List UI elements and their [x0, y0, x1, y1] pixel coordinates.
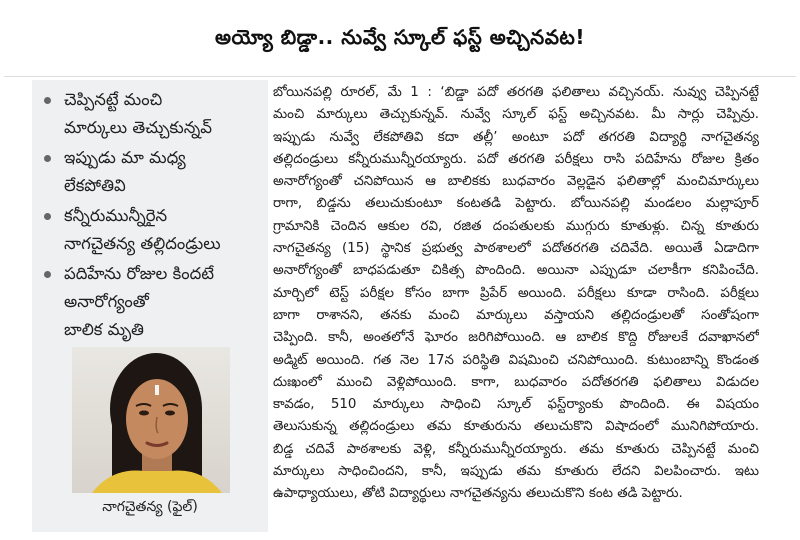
highlight-text: అనారోగ్యంతో [64, 292, 149, 311]
headline-divider [4, 76, 796, 77]
article-line: చెప్పింది. కానీ, అంతలోనే ఘోరం జరిగిపోయింది. ఆ బాలిక కొద్ది రోజులకే దవాఖానలో [273, 330, 759, 346]
article-line: అడ్మిట్ అయింది. గత నెల 17న పరిస్థితి విషమించి చనిపోయింది. కుటుంబాన్ని కొండంత [273, 352, 759, 368]
article-line: తల్లిదండ్రులు కన్నీరుమున్నీరయ్యారు. పదో తరగతి పరీక్షలు రాసి పదిహేను రోజుల క్రితం [273, 151, 759, 167]
article-line: మార్కులు సాధించిందని, కానీ, ఇప్పుడు తమ కూతురు లేదని విలపించారు. ఇటు [273, 464, 759, 480]
article-line: బాగా రాశానని, తనకు మంచి మార్కులు వస్తాయని తల్లిదండ్రులతో సంతోషంగా [273, 307, 759, 323]
article-line: అనారోగ్యంతో చనిపోయిన ఆ బాలికకు బుధవారం వెల్లడైన ఫలితాల్లో మంచిమార్కులు [273, 174, 759, 190]
photo-caption: నాగచైతన్య (ఫైల్) [102, 499, 198, 515]
highlight-text: ఇప్పుడు మా మధ్య [64, 148, 186, 167]
highlight-text: కన్నీరుమున్నీరైన [64, 206, 168, 225]
article-line: తెలుసుకున్న తల్లిదండ్రులు తమ కూతురును తలుచుకొని విషాదంలో మునిగిపోయారు. [273, 419, 759, 435]
bullet-icon [44, 155, 51, 162]
highlight-text: చెప్పినట్టే మంచి [64, 90, 163, 109]
article-line: ఉపాధ్యాయులు, తోటి విద్యార్థులు నాగచైతన్యను తలుచుకొని కంట తడి పెట్టారు. [273, 486, 683, 502]
article-line: బిడ్డ చదివే పాఠశాలకు వెళ్లి, కన్నీరుమున్నీరయ్యారు. తమ కూతురు చెప్పినట్టే మంచి [273, 441, 759, 457]
highlight-item [42, 202, 268, 258]
article-line: గ్రామానికి చెందిన ఆకుల రవి, రజిత దంపతులకు ముగ్గురు కూతుళ్లు. చిన్న కూతురు [273, 218, 759, 234]
highlight-text: నాగచైతన్య తల్లిదండ్రులు [64, 234, 221, 253]
bullet-icon [44, 271, 51, 278]
student-photo [72, 347, 230, 493]
highlight-text: బాలిక మృతి [64, 320, 144, 339]
headline: అయ్యో బిడ్డా.. నువ్వే స్కూల్ ఫస్ట్ అచ్చినవట! [215, 24, 585, 49]
highlight-text: లేకపోతివి [64, 176, 126, 195]
highlight-item [42, 260, 268, 344]
article-line: బోయినపల్లి రూరల్, మే 1 : ‘బిడ్డా పదో తరగతి ఫలితాలు వచ్చినయ్. నువ్వు చెప్పినట్టే [273, 85, 759, 100]
article-line: మంచి మార్కులు తెచ్చుకున్నవ్. నువ్వే స్కూల్ ఫస్ట్ అచ్చినవట. మీ సార్లు చెప్పిన్రు. [273, 107, 759, 123]
bullet-icon [44, 213, 51, 220]
article-line: కావడం, 510 మార్కులు సాధించి స్కూల్ ఫస్ట్‌ర్యాంకు పొందింది. ఈ విషయం [273, 397, 759, 413]
highlights-list [32, 80, 268, 344]
article-line: నాగచైతన్య (15) స్థానిక ప్రభుత్వ పాఠశాలలో పదోతరగతి చదివేది. అయితే ఏడాదిగా [273, 241, 759, 257]
article-line: అనారోగ్యంతో బాధపడుతూ చికిత్స పొందింది. అయినా ఎప్పుడూ చలాకీగా కనిపించేది. [273, 263, 759, 279]
article-line: రాగా, బిడ్డను తలుచుకుంటూ కంటతడి పెట్టారు. బోయినపల్లి మండలం మల్లాపూర్ [273, 196, 759, 212]
highlight-item [42, 86, 268, 142]
bullet-icon [44, 97, 51, 104]
article-line: దుఃఖంలో ముంచి వెళ్లిపోయింది. కాగా, బుధవారం పదోతరగతి ఫలితాలు విడుదల [273, 374, 759, 390]
highlight-text: మార్కులు తెచ్చుకున్నవ్ [64, 118, 212, 137]
article-body [273, 82, 759, 528]
highlight-item [42, 144, 268, 200]
article-line: మార్చిలో టెస్ట్ పరీక్షల కోసం బాగా ప్రిపేర్ అయింది. పరీక్షలు కూడా రాసింది. పరీక్షలు [273, 285, 759, 301]
highlight-text: పదిహేను రోజుల కిందటే [64, 264, 214, 283]
article-line: ఇప్పుడు నువ్వే లేకపోతివి కదా తల్లీ’ అంటూ పదో తగరతి విద్యార్థి నాగచైతన్య [273, 129, 759, 145]
girl-portrait-illustration [72, 347, 230, 493]
